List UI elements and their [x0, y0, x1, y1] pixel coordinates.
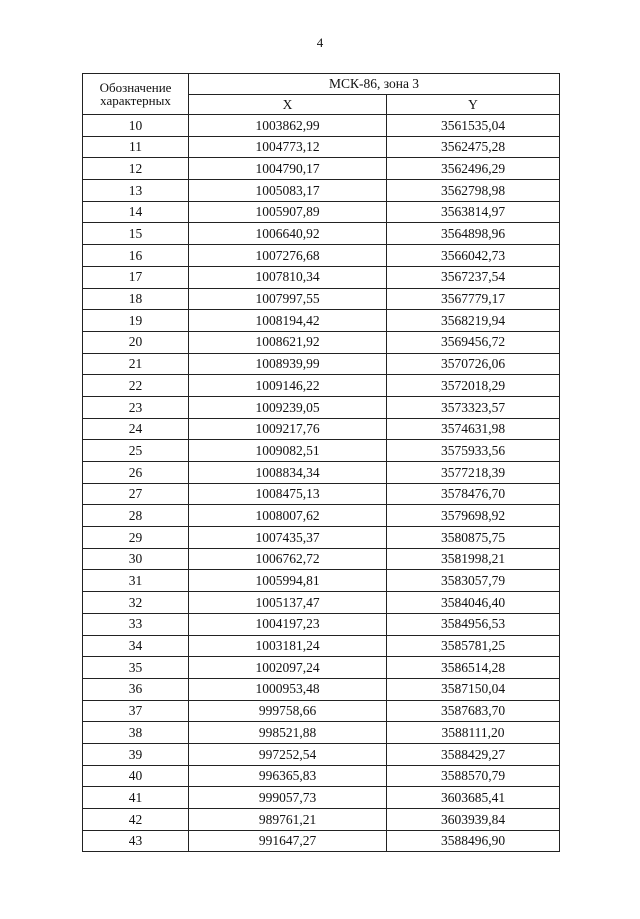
header-point-label-line2: характерных [100, 93, 171, 108]
table-row [83, 483, 560, 505]
x-coordinate-cell: 1009217,76 [189, 418, 387, 440]
x-coordinate-cell: 1007997,55 [189, 288, 387, 310]
y-coordinate-cell: 3564898,96 [387, 223, 560, 245]
point-number-cell: 14 [83, 201, 189, 223]
table-row [83, 223, 560, 245]
y-coordinate-cell: 3579698,92 [387, 505, 560, 527]
x-coordinate-cell: 1008194,42 [189, 310, 387, 332]
x-coordinate-cell: 1004773,12 [189, 136, 387, 158]
x-coordinate-cell: 1008007,62 [189, 505, 387, 527]
table-row [83, 505, 560, 527]
x-coordinate-cell: 1005137,47 [189, 592, 387, 614]
x-coordinate-cell: 989761,21 [189, 809, 387, 831]
y-coordinate-cell: 3573323,57 [387, 396, 560, 418]
y-coordinate-cell: 3581998,21 [387, 548, 560, 570]
x-coordinate-cell: 1007435,37 [189, 527, 387, 549]
x-coordinate-cell: 996365,83 [189, 765, 387, 787]
x-coordinate-cell: 1005994,81 [189, 570, 387, 592]
x-coordinate-cell: 1008834,34 [189, 462, 387, 484]
table-row [83, 700, 560, 722]
table-row [83, 527, 560, 549]
y-coordinate-cell: 3562798,98 [387, 180, 560, 202]
x-coordinate-cell: 997252,54 [189, 743, 387, 765]
table-row [83, 765, 560, 787]
table-row [83, 375, 560, 397]
table-row [83, 787, 560, 809]
y-coordinate-cell: 3566042,73 [387, 245, 560, 267]
x-coordinate-cell: 1008939,99 [189, 353, 387, 375]
y-coordinate-cell: 3578476,70 [387, 483, 560, 505]
point-number-cell: 15 [83, 223, 189, 245]
table-row [83, 266, 560, 288]
point-number-cell: 13 [83, 180, 189, 202]
y-coordinate-cell: 3584956,53 [387, 613, 560, 635]
y-coordinate-cell: 3585781,25 [387, 635, 560, 657]
point-number-cell: 30 [83, 548, 189, 570]
header-point-label-line1: Обозначение [99, 80, 172, 95]
table-row [83, 743, 560, 765]
y-coordinate-cell: 3587150,04 [387, 678, 560, 700]
x-coordinate-cell: 1000953,48 [189, 678, 387, 700]
y-coordinate-cell: 3567779,17 [387, 288, 560, 310]
y-coordinate-cell: 3588570,79 [387, 765, 560, 787]
point-number-cell: 23 [83, 396, 189, 418]
point-number-cell: 16 [83, 245, 189, 267]
point-number-cell: 22 [83, 375, 189, 397]
table-row [83, 462, 560, 484]
x-coordinate-cell: 999057,73 [189, 787, 387, 809]
x-coordinate-cell: 1005083,17 [189, 180, 387, 202]
y-coordinate-cell: 3562496,29 [387, 158, 560, 180]
y-coordinate-cell: 3603939,84 [387, 809, 560, 831]
y-coordinate-cell: 3575933,56 [387, 440, 560, 462]
point-number-cell: 36 [83, 678, 189, 700]
point-number-cell: 11 [83, 136, 189, 158]
x-coordinate-cell: 1007810,34 [189, 266, 387, 288]
table-row [83, 201, 560, 223]
table-row [83, 570, 560, 592]
x-coordinate-cell: 1006762,72 [189, 548, 387, 570]
table-row [83, 245, 560, 267]
table-row [83, 440, 560, 462]
y-coordinate-cell: 3584046,40 [387, 592, 560, 614]
table-row [83, 592, 560, 614]
point-number-cell: 34 [83, 635, 189, 657]
table-row [83, 180, 560, 202]
x-coordinate-cell: 1007276,68 [189, 245, 387, 267]
point-number-cell: 43 [83, 830, 189, 852]
table-row [83, 613, 560, 635]
table-row [83, 722, 560, 744]
point-number-cell: 39 [83, 743, 189, 765]
point-number-cell: 32 [83, 592, 189, 614]
x-coordinate-cell: 1009146,22 [189, 375, 387, 397]
table-row [83, 548, 560, 570]
y-coordinate-cell: 3580875,75 [387, 527, 560, 549]
point-number-cell: 20 [83, 331, 189, 353]
point-number-cell: 35 [83, 657, 189, 679]
table-row [83, 136, 560, 158]
table-row [83, 288, 560, 310]
table-header [83, 74, 560, 115]
x-coordinate-cell: 1003181,24 [189, 635, 387, 657]
y-coordinate-cell: 3586514,28 [387, 657, 560, 679]
point-number-cell: 17 [83, 266, 189, 288]
point-number-cell: 28 [83, 505, 189, 527]
x-coordinate-cell: 1003862,99 [189, 115, 387, 137]
point-number-cell: 12 [83, 158, 189, 180]
x-coordinate-cell: 1009239,05 [189, 396, 387, 418]
point-number-cell: 10 [83, 115, 189, 137]
table-row [83, 678, 560, 700]
point-number-cell: 38 [83, 722, 189, 744]
point-number-cell: 40 [83, 765, 189, 787]
table-body [83, 115, 560, 852]
y-coordinate-cell: 3577218,39 [387, 462, 560, 484]
table-row [83, 657, 560, 679]
point-number-cell: 21 [83, 353, 189, 375]
point-number-cell: 29 [83, 527, 189, 549]
point-number-cell: 18 [83, 288, 189, 310]
y-coordinate-cell: 3562475,28 [387, 136, 560, 158]
x-coordinate-cell: 999758,66 [189, 700, 387, 722]
x-coordinate-cell: 1008621,92 [189, 331, 387, 353]
y-coordinate-cell: 3603685,41 [387, 787, 560, 809]
header-point-label [83, 74, 189, 115]
x-coordinate-cell: 1002097,24 [189, 657, 387, 679]
table-row [83, 115, 560, 137]
point-number-cell: 19 [83, 310, 189, 332]
y-coordinate-cell: 3588429,27 [387, 743, 560, 765]
x-coordinate-cell: 1008475,13 [189, 483, 387, 505]
point-number-cell: 24 [83, 418, 189, 440]
point-number-cell: 42 [83, 809, 189, 831]
table-row [83, 635, 560, 657]
y-coordinate-cell: 3567237,54 [387, 266, 560, 288]
x-coordinate-cell: 991647,27 [189, 830, 387, 852]
coordinates-table [82, 73, 560, 852]
y-coordinate-cell: 3570726,06 [387, 353, 560, 375]
point-number-cell: 33 [83, 613, 189, 635]
y-coordinate-cell: 3583057,79 [387, 570, 560, 592]
point-number-cell: 25 [83, 440, 189, 462]
y-coordinate-cell: 3568219,94 [387, 310, 560, 332]
x-coordinate-cell: 1004197,23 [189, 613, 387, 635]
point-number-cell: 41 [83, 787, 189, 809]
x-coordinate-cell: 1009082,51 [189, 440, 387, 462]
point-number-cell: 37 [83, 700, 189, 722]
header-coordinate-system: МСК-86, зона 3 [189, 74, 560, 95]
x-coordinate-cell: 998521,88 [189, 722, 387, 744]
header-x: X [189, 95, 387, 115]
table-row [83, 830, 560, 852]
table-row [83, 418, 560, 440]
table-row [83, 158, 560, 180]
y-coordinate-cell: 3574631,98 [387, 418, 560, 440]
y-coordinate-cell: 3569456,72 [387, 331, 560, 353]
x-coordinate-cell: 1004790,17 [189, 158, 387, 180]
y-coordinate-cell: 3588496,90 [387, 830, 560, 852]
table-row [83, 331, 560, 353]
table-row [83, 353, 560, 375]
y-coordinate-cell: 3563814,97 [387, 201, 560, 223]
y-coordinate-cell: 3572018,29 [387, 375, 560, 397]
x-coordinate-cell: 1006640,92 [189, 223, 387, 245]
point-number-cell: 31 [83, 570, 189, 592]
y-coordinate-cell: 3561535,04 [387, 115, 560, 137]
point-number-cell: 26 [83, 462, 189, 484]
page-number: 4 [316, 35, 324, 50]
x-coordinate-cell: 1005907,89 [189, 201, 387, 223]
header-y: Y [387, 95, 560, 115]
table-row [83, 396, 560, 418]
y-coordinate-cell: 3587683,70 [387, 700, 560, 722]
table-row [83, 809, 560, 831]
point-number-cell: 27 [83, 483, 189, 505]
table-row [83, 310, 560, 332]
y-coordinate-cell: 3588111,20 [387, 722, 560, 744]
